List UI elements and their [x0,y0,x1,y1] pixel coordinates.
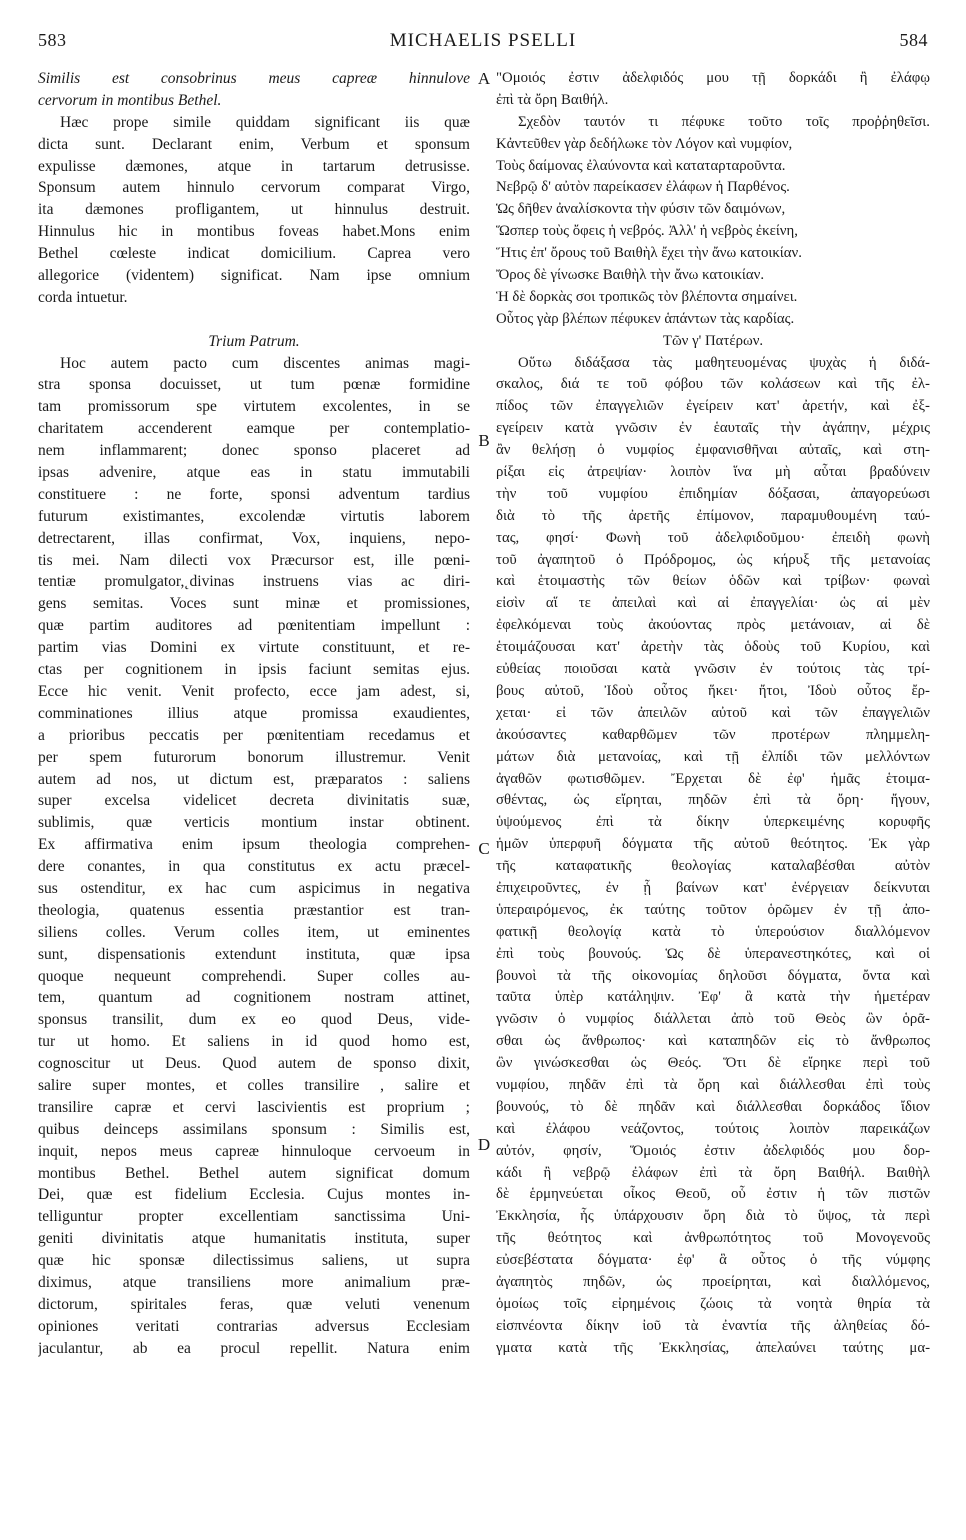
greek-text-line: κάδι ἢ νεβρῷ ἐλάφων ἐπὶ τὰ ὄρη Βαιθήλ. Βαιθὴλ [496,1164,930,1181]
running-header [38,30,928,60]
latin-text-line: tam promissorum spe virtutem excolentes, in se [38,398,470,416]
latin-text-line: telliguntur propter excellentiam sanctissima Uni- [38,1208,470,1226]
greek-text-line: σθέντας, ὡς εἴρηται, πηδῶν ἐπὶ τὰ ὄρη· ἤγουν, [496,792,930,809]
margin-section-markers [474,68,494,1518]
greek-text-line: εγείρειν κατὰ γνῶσιν ἐν ἑαυταῖς τὴν ἀγάπην, μέχρις [496,420,930,437]
latin-text-line: sus ostenditur, ex hac cum aspicimus in negativa [38,879,470,897]
section-marker-c: C [478,839,490,858]
greek-text-line: ἡμῶν ὑπερφυῆ δόγματα τῆς αὐτοῦ θεότητος. Ἐκ γὰρ [496,836,930,853]
greek-section-heading: Τῶν γ' Πατέρων. [662,332,764,349]
latin-text-line: nem inflammarent; donec sponso placeret ad [38,442,470,460]
latin-text-line: tem, quantum ad cognitionem nostram attinet, [38,989,470,1007]
greek-text-line: ὑψούμενος ἐπὶ τὰ δίκην ὑπερκειμένης κορυφῆς [496,814,930,831]
latin-text-line: sponsus transilit, dum ex eo quod Deus, vide- [38,1011,470,1029]
greek-text-line: ἀγαπητὸς πηδῶν, ὡς προείρηται, καὶ διαλλόμενος, [496,1273,930,1290]
greek-text-line: τοῦ ἀγαπητοῦ ὁ Πρόδρομος, ὡς κήρυξ τῆς μετανοίας [496,551,930,568]
greek-verse-line: Τοὺς δαίμονας ἐλαύνοντα καὶ καταταρταροῦντα. [496,157,786,174]
latin-text-line: comminationes illius atque promissa exaudientes, [38,704,470,722]
latin-text-line: Ex affirmativa enim ipsum theologia comprehen- [38,836,470,854]
greek-text-line: βουνοὶ τὰ τῆς οἰκονομίας δηλοῦσι δόγματα, ὄντα καὶ [496,967,930,984]
latin-text-line: Hoc autem pacto cum discentes animas magi- [60,354,470,372]
latin-text-line: quibus deinceps assimilans sponsum : Similis est, [38,1120,470,1138]
latin-text-line: dere conantes, in qua constitutus ex actu præcel- [38,858,470,876]
latin-text-line: opiniones veritati contrarias adversus Ecclesiam [38,1317,470,1335]
greek-text-line: φατικῇ θεολογίᾳ κατὰ τὸ ὑπερούσιον διαλλόμενον [496,923,930,940]
greek-intro-line: ἐπὶ τὰ ὄρη Βαιθήλ. [496,91,609,108]
left-page-number: 583 [38,30,67,50]
latin-text-line: sublimis, quæ verticis montium instar obtinent. [38,814,470,832]
greek-text-line: καὶ ἐλάφου νεάζοντος, τούτοις λοιπὸν παρεικάζων [496,1120,930,1137]
greek-verse-line: Ἡ δὲ δορκὰς σοι τροπικῶς τὸν βλέποντα σημαίνει. [496,288,798,305]
greek-text-line: τῆς θεότητος καὶ ἀνθρωπότητος τοῦ Μονογενοῦς [496,1230,930,1247]
latin-column [38,68,470,1360]
latin-text-line: Ecce hic venit. Venit profecto, ecce jam adest, si, [38,682,470,700]
greek-verse-line: Ὡς δῆθεν ἀναλίσκοντα τὴν φύσιν τῶν δαιμόνων, [496,201,786,218]
latin-text-line: dictorum, spiritales feras, quæ veluti venenum [38,1295,470,1313]
right-page-number: 584 [899,30,928,50]
greek-text-line: βουνούς, τὸ δὲ πηδᾶν καὶ διάλλεσθαι δορκάδος ἴδιον [496,1098,930,1115]
latin-text-line: quæ partim auditores ad pœnitentiam impellunt : [38,617,470,635]
latin-text-line: quoque nequeunt comprehendi. Super colles au- [38,967,470,985]
greek-text-line: πίδος τῶν ἐπαγγελιῶν ἐγείρειν κατ' ἀρετήν, καὶ ἐξ- [496,398,930,415]
latin-text-line: siliens colles. Verum colles item, ut eminentes [38,923,470,941]
latin-text-line: cognoscitur ut Deus. Quod autem de sponso dixit, [38,1055,470,1073]
greek-text-line: ἀγαθῶν φωτισθῶμεν. Ἔρχεται δὲ ἐφ' ἡμᾶς ἑτοιμα- [496,770,930,787]
greek-text-line: τῆς καταφατικῆς θεολογίας καταλαβέσθαι αὐτὸν [496,858,930,875]
greek-text-line: καὶ ἑτοιμαστὴς τῶν θείων ὁδῶν καὶ τρίβων· φωναὶ [496,573,930,590]
latin-text-line: ita dæmones profligantem, ut hinnulus destruit. [38,201,470,219]
latin-text-line: Bethel cœleste indicat domicilium. Caprea vero [38,245,470,263]
greek-text-line: ταῦτα ὑπὲρ κατάληψιν. Ἐφ' ἃ κατὰ τὴν ἡμετέραν [496,989,930,1006]
latin-text-line: Hæc prope simile quiddam significant iis quæ [60,113,470,131]
latin-text-line: per spem futurorum bonorum illustremur. Venit [38,748,470,766]
section-marker-b: B [478,431,490,450]
section-marker-a: A [477,69,491,88]
greek-verse-line: Ἥτις ἐπ' ὄρους τοῦ Βαιθὴλ ἔχει τὴν ἄνω κατοικίαν. [496,245,802,262]
greek-text-line: Οὕτω διδάξασα τὰς μαθητευομένας ψυχὰς ἡ διδά- [518,354,930,371]
latin-section-heading: Trium Patrum. [208,332,300,350]
greek-verse-line: Κἀντεῦθεν γὰρ δεδήλωκε τὸν Λόγον καὶ νυμφίον, [496,135,793,152]
latin-text-line: allegorice (videntem) significat. Nam ipse omnium [38,267,470,285]
latin-text-line: tis mei. Nam dilecti vox Præcursor est, ille pœni- [38,551,470,569]
spacer [38,309,470,331]
greek-verse-line: Νεβρῷ δ' αὐτὸν παρείκασεν ἐλάφων ἡ Παρθένος. [496,179,790,196]
greek-text-line: ἐπὶ τοὺς βουνούς. Ὡς δὲ ὑπερανεστηκότες, καὶ οἱ [496,945,930,962]
latin-text-line: montibus Bethel. Bethel autem significat domum [38,1164,470,1182]
greek-text-line: ὁμοίως τοῖς εἰρημένοις ζώοις τὰ νοητὰ θηρία τὰ [496,1295,930,1312]
greek-text-line: εἰσπνέοντα δίκην ἰοῦ τὰ ἐναντία τῆς ἀληθείας δό- [496,1317,930,1334]
greek-text-line: ἂν θελήσῃ ὁ νυμφίος ἐμφανισθῆναι αὐταῖς, καὶ στη- [496,442,930,459]
greek-text-line: διὰ τὸ τῆς ἀρετῆς ἐπίμονον, παραμυθουμένη ταύ- [496,507,930,524]
latin-text-line: geniti divinitatis atque humanitatis instituta, super [38,1230,470,1248]
greek-text-line: σθαι ὡς ἄνθρωπος· καὶ καταπηδῶν εἰς τὸ ἄνθρωπος [496,1033,930,1050]
greek-verse-line: Ὥσπερ τοὺς ὄφεις ἡ νεβρός. Ἀλλ' ἡ νεβρὸς ἐκείνη, [496,223,798,240]
latin-text-line: Sponsum autem hinnulo cervorum comparat Virgo, [38,179,470,197]
latin-text-line: jaculantur, ab ea procul repellit. Natura enim [38,1339,470,1357]
greek-verse-line: Ὄρος δὲ γίνωσκε Βαιθὴλ τὴν ἄνω κατοικίαν. [496,267,765,284]
greek-text-line: ἐφελκόμεναι τοὺς ἀκούοντας πρὸς μετάνοιαν, αἱ δὲ [496,617,930,634]
greek-text-line: ἑτοιμάζουσαι κατ' ἀρετὴν τὰς ὁδοὺς τοῦ Κυρίου, καὶ [496,639,930,656]
latin-text-line: tur ut homo. Et saliens in id quod homo est, [38,1033,470,1051]
greek-text-line: ἀκούσαντες καθαρθῶμεν τῶν προτέρων πλημμελη- [496,726,930,743]
latin-text-line: quæ hic sponsæ dilectissimus saliens, ut supra [38,1252,470,1270]
greek-text-line: εὐθείας ποιοῦσαι κατὰ γνῶσιν ἐν τούτοις τὰς τρί- [496,661,930,678]
latin-text-line: theologia, quatenus essentia præstantior est tran- [38,901,470,919]
greek-intro-line: "Ομοιός ἐστιν ἀδελφιδός μου τῇ δορκάδι ἢ ἐλάφῳ [496,70,930,86]
greek-text-line: δὲ ἑρμηνεύεται οἶκος Θεοῦ, οὗ ἐστιν ἡ τῶν πιστῶν [496,1186,930,1203]
latin-text-line: Hinnulus hic in montibus foveas habet.Mons enim [38,223,470,241]
latin-text-line: expulisse dæmones, atque in tartarum detrusisse. [38,157,470,175]
greek-verse-line: Σχεδὸν ταυτόν τι πέφυκε τοῦτο τοῖς προῤῥηθεῖσι. [518,113,930,130]
latin-text-line: corda intuetur. [38,288,128,306]
greek-text-line: τας, φησί· Φωνὴ τοῦ ἀδελφιδοῦμου· ἐπειδὴ φωνὴ [496,529,930,546]
running-title: MICHAELIS PSELLI [389,30,577,51]
latin-text-line: detrectarent, illas confirmat, Vox, inquiens, nepo- [38,529,470,547]
greek-text-line: ρίξαι εἰς ἀτρεψίαν· λοιπὸν ἵνα μὴ αὗται βραδύνειν [496,464,930,481]
greek-text-line: χεται· εἰ τῶν ἀπειλῶν αὐτοῦ καὶ τῶν ἐπαγγελιῶν [496,704,930,721]
latin-text-line: dicta sunt. Declarant enim, Verbum et sponsum [38,135,470,153]
latin-text-line: constituere : ne forte, sponsi adventum tardius [38,485,470,503]
latin-intro-line: Similis est consobrinus meus capreæ hinnulove [38,70,470,87]
greek-text-line: εὐσεβέστατα δόγματα· ἐφ' ἃ οὗτος ὁ τῆς νύμφης [496,1252,930,1269]
greek-text-line: βους αὐτοῦ, Ἰδοὺ οὗτος ἥκει· ἤτοι, Ἰδοὺ οὗτος ἔρ- [496,682,930,699]
latin-text-line: ctas per cognitionem in ipsis faciunt semitas ejus. [38,661,470,679]
greek-text-line: εἰσὶν αἵ τε ἀπειλαὶ καὶ αἱ ἐπαγγελίαι· ὡς αἱ μὲν [496,595,930,612]
latin-text-line: tentiæ promulgator,˛divinas instruens vias ac diri- [38,573,470,591]
greek-text-line: γματα κατὰ τῆς Ἐκκλησίας, ἀπελαύνει ταύτης μα- [496,1339,930,1356]
latin-text-line: diximus, atque transiliens more animalium præ- [38,1273,470,1291]
latin-text-line: a prioribus peccatis per pœnitentiam recedamus et [38,726,470,744]
latin-text-line: autem ad nos, ut dictum est, præparatos : saliens [38,770,470,788]
latin-text-line: Dei, quæ est fidelium Ecclesia. Cujus montes in- [38,1186,470,1204]
latin-text-line: ipsas advenire, atque eas in statu immutabili [38,464,470,482]
latin-text-line: inquit, nepos meus capreæ hinnuloque cervoeum in [38,1142,470,1160]
latin-text-line: charitatem accenderent eamque per contemplatio- [38,420,470,438]
latin-text-line: gens semitas. Voces sunt minæ et promissiones, [38,595,470,613]
latin-text-line: sunt, dispensationis extendunt instituta, quæ ipsa [38,945,470,963]
latin-intro-line: cervorum in montibus Bethel. [38,91,222,109]
greek-text-line: νυμφίου, πηδᾶν ἐπὶ τὰ ὄρη καὶ διάλλεσθαι ἐπὶ τοὺς [496,1076,930,1093]
greek-text-line: ἐπιχειροῦντες, ἐν ᾗ βαίνων κατ' ἐνέργειαν δείκνυται [496,879,930,896]
greek-text-line: Ἐκκλησία, ἧς ὑπάρχουσιν ὄρη διὰ τὸ ὕψος, τὰ περὶ [496,1208,930,1225]
greek-text-line: γνῶσιν ὁ νυμφίος διάλλεται ἀπὸ τοῦ Θεὸς ὢν ὁρᾶ- [496,1011,930,1028]
latin-text-line: salire super montes, et colles transilire , salire et [38,1076,470,1094]
greek-text-line: ὢν γινώσκεσθαι ὡς Θεός. Ὅτι δὲ εἴρηκε περὶ τοῦ [496,1055,930,1072]
greek-column [496,68,930,1360]
latin-text-line: super excelsa videlicet decreta divinitatis suæ, [38,792,470,810]
greek-text-line: ὑπεραιρόμενος, ἐκ ταύτης τοῦτον ὁρῶμεν ἐν τῇ ἀπο- [496,901,930,918]
latin-text-line: futurum existimantes, excolendæ virtutis laborem [38,507,470,525]
greek-text-line: τὴν τοῦ νυμφίου ἐπιδημίαν δόξασαι, ἀπαγορεύωσι [496,485,930,502]
greek-text-line: σκαλος, διά τε τοῦ φόβου τῶν κολάσεων καὶ τῆς ἐλ- [496,376,930,393]
section-marker-d: D [477,1135,491,1154]
greek-text-line: αὐτόν, φησίν, Ὅμοιός ἐστιν ἀδελφιδός μου δορ- [496,1142,930,1159]
greek-text-line: μάτων διὰ μετανοίας, καὶ τῇ ἐλπίδι τῶν μελλόντων [496,748,930,765]
latin-text-line: partim vias Domini ex virtute constituunt, et re- [38,639,470,657]
greek-verse-line: Οὗτος γὰρ βλέπων πέφυκεν ἁπάντων τὰς καρδίας. [496,310,795,327]
latin-text-line: stra sponsa docuisset, ut tum pœnæ formidine [38,376,470,394]
latin-text-line: transilire capræ et cervi lascivientis est proprium ; [38,1098,470,1116]
